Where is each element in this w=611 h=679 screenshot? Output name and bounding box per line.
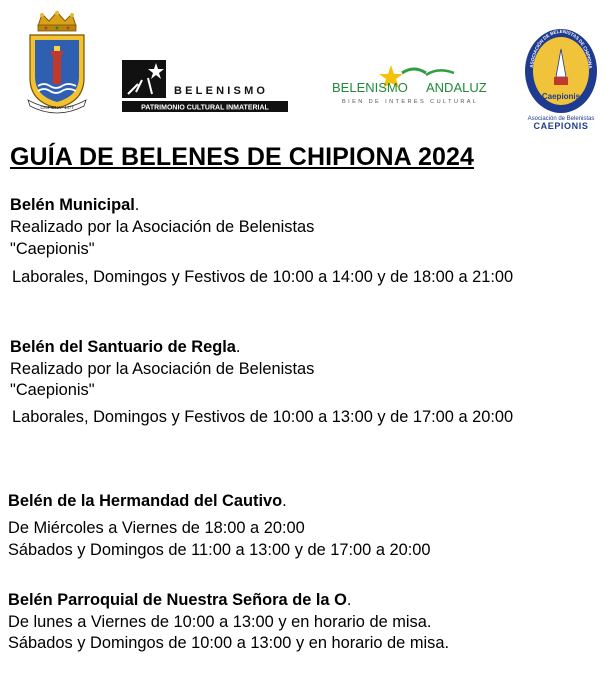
svg-text:CAEPIONIS: CAEPIONIS	[533, 121, 589, 131]
belenismo-andaluz-logo	[330, 63, 510, 108]
belen-name: Belén del Santuario de Regla	[10, 338, 236, 356]
belenismo-patrimonio-logo	[118, 58, 288, 114]
belen-credit-line: "Caepionis"	[10, 240, 95, 258]
belen-credit-line: "Caepionis"	[10, 381, 95, 399]
belen-hours: Laborales, Domingos y Festivos de 10:00 a 13:00 y de 17:00 a 20:00	[12, 408, 514, 426]
logo-bar	[0, 0, 611, 135]
svg-text:BIEN DE INTERES CULTURAL: BIEN DE INTERES CULTURAL	[342, 99, 479, 105]
belen-name-line	[10, 195, 139, 215]
belen-hours: Laborales, Domingos y Festivos de 10:00 a 14:00 y de 18:00 a 21:00	[12, 268, 514, 286]
svg-text:Asociación de Belenistas: Asociación de Belenistas	[527, 116, 595, 122]
svg-text:ANDALUZ: ANDALUZ	[426, 80, 487, 95]
belen-name: Belén Parroquial de Nuestra Señora de la O	[8, 591, 347, 609]
svg-text:ASOCIACIÓN DE BELENISTAS DE CH: ASOCIACIÓN DE BELENISTAS DE CHIPIONA	[529, 28, 593, 69]
caepionis-association-logo	[518, 27, 604, 131]
belen-hours: Sábados y Domingos de 10:00 a 13:00 y en horario de misa.	[8, 634, 450, 652]
page-title: GUÍA DE BELENES DE CHIPIONA 2024	[10, 143, 474, 171]
belen-name: Belén de la Hermandad del Cautivo	[8, 492, 283, 510]
svg-text:PATRIMONIO CULTURAL INMATERIAL: PATRIMONIO CULTURAL INMATERIAL	[141, 104, 269, 112]
svg-text:Caepionis: Caepionis	[541, 92, 581, 101]
belen-credit-line: Realizado por la Asociación de Belenistas	[10, 218, 315, 236]
belen-name-line	[8, 491, 287, 511]
belen-hours: De Miércoles a Viernes de 18:00 a 20:00	[8, 519, 305, 537]
svg-text:BELENISMO: BELENISMO	[332, 80, 408, 95]
belen-name-period: .	[282, 492, 287, 510]
belen-name-period: .	[134, 196, 140, 214]
belen-name-line	[10, 337, 240, 357]
belen-name-period: .	[235, 338, 241, 356]
chipiona-coat-of-arms-logo	[26, 10, 88, 115]
svg-text:BELENISMO: BELENISMO	[174, 85, 269, 97]
belen-name-line	[8, 590, 351, 610]
belen-credit-line: Realizado por la Asociación de Belenistas	[10, 360, 315, 378]
belen-name: Belén Municipal	[10, 196, 135, 214]
svg-text:CHIPIONA · 1477: CHIPIONA · 1477	[40, 105, 74, 110]
belen-hours: De lunes a Viernes de 10:00 a 13:00 y en horario de misa.	[8, 613, 432, 631]
belen-hours: Sábados y Domingos de 11:00 a 13:00 y de 17:00 a 20:00	[8, 541, 431, 559]
belen-name-period: .	[346, 591, 352, 609]
